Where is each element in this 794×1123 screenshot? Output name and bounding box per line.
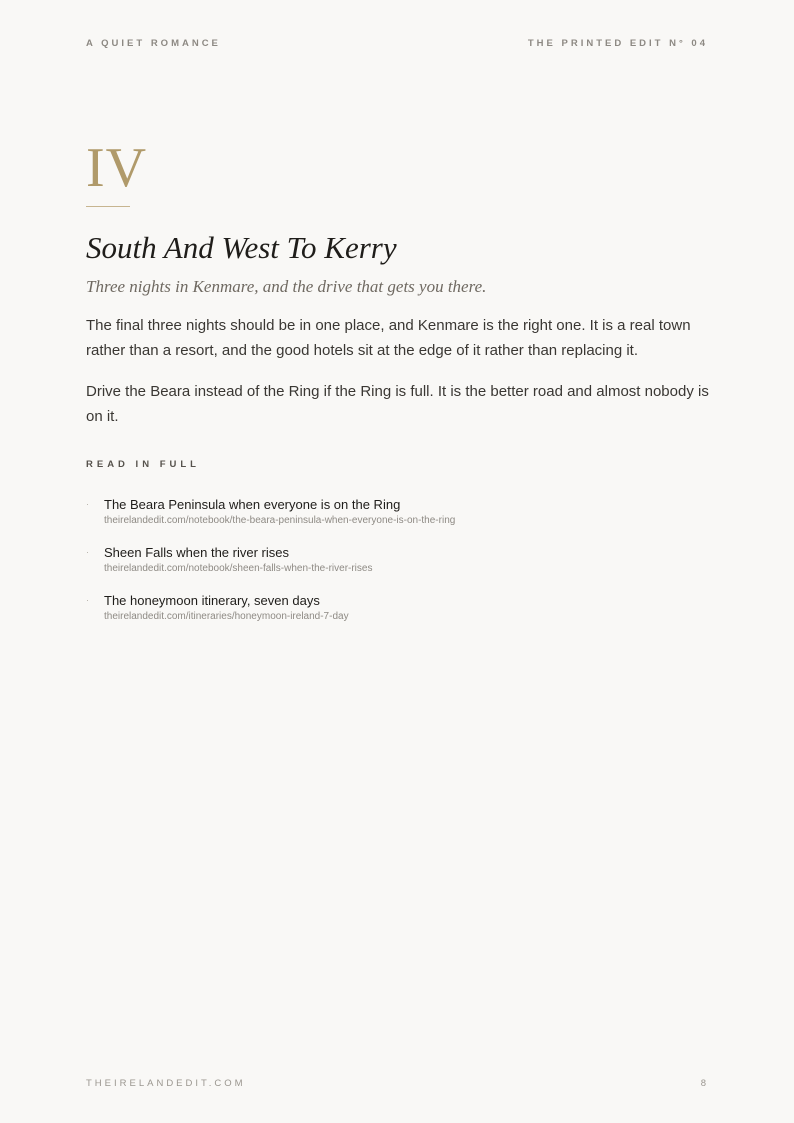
footer-site: THEIRELANDEDIT.COM (86, 1078, 246, 1089)
link-title[interactable]: The Beara Peninsula when everyone is on the Ring (104, 497, 401, 513)
body-paragraph: The final three nights should be in one place, and Kenmare is the right one. It is a real town rather than a resort, and the good hotels sit at the edge of it rather than replacing it. (86, 317, 691, 360)
body-paragraph: Drive the Beara instead of the Ring if the Ring is full. It is the better road and almost nobody is on it. (86, 383, 709, 426)
bullet-icon: · (86, 547, 89, 558)
page-number: 8 (700, 1078, 706, 1089)
link-url[interactable]: theirelandedit.com/itineraries/honeymoon-ireland-7-day (104, 611, 349, 623)
bullet-icon: · (86, 595, 89, 606)
running-head-left: A QUIET ROMANCE (86, 38, 221, 49)
chapter-numeral: IV (86, 137, 148, 199)
link-url[interactable]: theirelandedit.com/notebook/the-beara-peninsula-when-everyone-is-on-the-ring (104, 515, 456, 527)
list-item[interactable] (86, 544, 710, 576)
link-url[interactable]: theirelandedit.com/notebook/sheen-falls-when-the-river-rises (104, 563, 373, 575)
link-title[interactable]: The honeymoon itinerary, seven days (104, 593, 320, 609)
read-in-full-label: READ IN FULL (86, 459, 200, 471)
chapter-content (86, 130, 710, 640)
numeral-rule (86, 206, 130, 207)
chapter-title: South And West To Kerry (86, 230, 397, 265)
read-in-full-list (86, 496, 710, 624)
running-head-right: THE PRINTED EDIT N° 04 (527, 38, 708, 49)
link-title[interactable]: Sheen Falls when the river rises (104, 545, 289, 561)
list-item[interactable] (86, 496, 710, 528)
bullet-icon: · (86, 499, 89, 510)
chapter-subtitle: Three nights in Kenmare, and the drive that gets you there. (86, 277, 487, 297)
list-item[interactable] (86, 592, 710, 624)
